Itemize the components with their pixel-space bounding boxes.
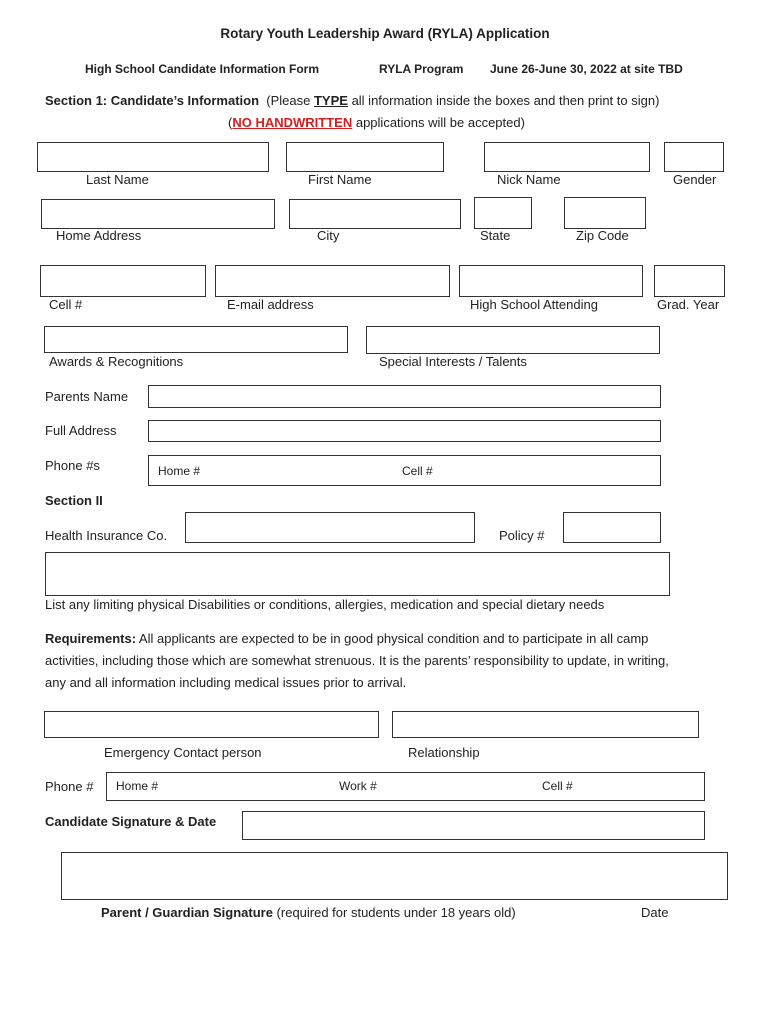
health-insurance-label: Health Insurance Co. [45, 528, 168, 543]
emergency-home-label: Home # [116, 779, 159, 793]
first-name-label: First Name [308, 172, 372, 187]
instr-pre: (Please [266, 93, 314, 108]
candidate-signature-input[interactable] [242, 811, 705, 840]
email-input[interactable] [215, 265, 450, 297]
section2-heading: Section II [45, 493, 103, 508]
parent-cell-label: Cell # [402, 464, 433, 478]
parent-signature-bold: Parent / Guardian Signature [101, 905, 273, 920]
high-school-label: High School Attending [470, 297, 598, 312]
state-input[interactable] [474, 197, 532, 229]
emergency-contact-input[interactable] [44, 711, 379, 738]
parents-name-label: Parents Name [45, 389, 129, 404]
grad-year-input[interactable] [654, 265, 725, 297]
requirements-label: Requirements: [45, 631, 137, 646]
last-name-input[interactable] [37, 142, 269, 172]
relationship-input[interactable] [392, 711, 699, 738]
disabilities-input[interactable] [45, 552, 670, 596]
requirements-text1: All applicants are expected to be in good physical condition and to participate in all camp [136, 631, 649, 646]
relationship-label: Relationship [408, 745, 480, 760]
section1-heading: Section 1: Candidate’s Information [45, 93, 260, 108]
awards-label: Awards & Recognitions [49, 354, 184, 369]
interests-label: Special Interests / Talents [379, 354, 527, 369]
emergency-work-label: Work # [339, 779, 377, 793]
zip-label: Zip Code [576, 228, 629, 243]
emergency-contact-label: Emergency Contact person [104, 745, 262, 760]
nick-name-label: Nick Name [497, 172, 561, 187]
parent-signature-input[interactable] [61, 852, 728, 900]
home-address-label: Home Address [56, 228, 142, 243]
program-dates: June 26-June 30, 2022 at site TBD [490, 62, 683, 76]
first-name-input[interactable] [286, 142, 444, 172]
full-address-input[interactable] [148, 420, 661, 442]
instr-post: all information inside the boxes and then print to sign) [347, 93, 660, 108]
parent-signature-label [101, 905, 516, 921]
requirements-line1 [45, 628, 735, 650]
gender-input[interactable] [664, 142, 724, 172]
city-label: City [317, 228, 340, 243]
candidate-signature-label: Candidate Signature & Date [45, 814, 217, 829]
form-name: High School Candidate Information Form [85, 62, 319, 76]
grad-year-label: Grad. Year [657, 297, 720, 312]
city-input[interactable] [289, 199, 461, 229]
parent-signature-note: (required for students under 18 years old) [272, 905, 516, 920]
cell-input[interactable] [40, 265, 206, 297]
parent-phones-input[interactable] [148, 455, 661, 486]
interests-input[interactable] [366, 326, 660, 354]
policy-label: Policy # [499, 528, 545, 543]
emergency-cell-label: Cell # [542, 779, 573, 793]
note-open: ( [228, 115, 233, 130]
requirements-line3: any and all information including medical issues prior to arrival. [45, 675, 407, 690]
parents-name-input[interactable] [148, 385, 661, 408]
phones-label: Phone #s [45, 458, 100, 473]
form-title: Rotary Youth Leadership Award (RYLA) Application [220, 26, 550, 41]
no-handwritten-note [228, 115, 525, 131]
full-address-label: Full Address [45, 423, 117, 438]
zip-input[interactable] [564, 197, 646, 229]
note-red: NO HANDWRITTEN [232, 115, 353, 130]
date-label: Date [641, 905, 669, 920]
home-address-input[interactable] [41, 199, 275, 229]
cell-label: Cell # [49, 297, 83, 312]
section1-heading-line [45, 93, 659, 109]
parent-home-label: Home # [158, 464, 201, 478]
high-school-input[interactable] [459, 265, 643, 297]
nick-name-input[interactable] [484, 142, 650, 172]
program-name: RYLA Program [379, 62, 464, 76]
requirements-paragraph [45, 628, 735, 694]
disabilities-label: List any limiting physical Disabilities or conditions, allergies, medication and special dietary needs [45, 597, 605, 612]
emergency-phone-label: Phone # [45, 779, 94, 794]
emergency-phones-input[interactable] [106, 772, 705, 801]
health-insurance-input[interactable] [185, 512, 475, 543]
requirements-line2: activities, including those which are somewhat strenuous. It is the parents’ responsibility to update, in writing, [45, 653, 669, 668]
email-label: E-mail address [227, 297, 314, 312]
gender-label: Gender [673, 172, 717, 187]
awards-input[interactable] [44, 326, 348, 353]
note-post: applications will be accepted) [352, 115, 525, 130]
policy-input[interactable] [563, 512, 661, 543]
state-label: State [480, 228, 511, 243]
instr-type: TYPE [313, 93, 348, 108]
last-name-label: Last Name [86, 172, 149, 187]
